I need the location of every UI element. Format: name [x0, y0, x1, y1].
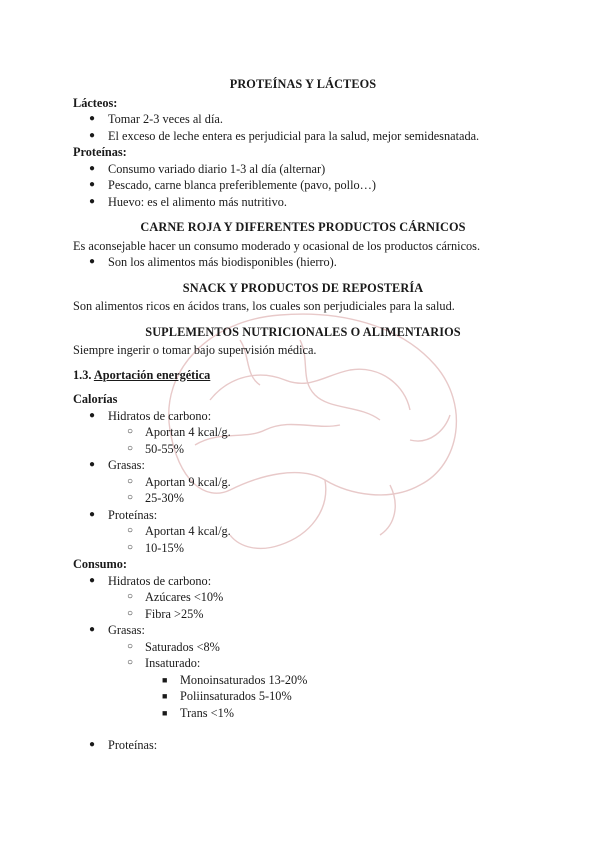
subheading-consumo: Consumo:	[73, 557, 127, 571]
subheading-calorias: Calorías	[73, 392, 118, 406]
section-title: CARNE ROJA Y DIFERENTES PRODUCTOS CÁRNICOS	[140, 220, 466, 234]
section-title: SUPLEMENTOS NUTRICIONALES O ALIMENTARIOS	[145, 324, 461, 339]
list-item: ● Hidratos de carbono:	[89, 408, 212, 423]
list-item: ○ Azúcares <10%	[127, 590, 224, 604]
paragraph: Siempre ingerir o tomar bajo supervisión médica.	[73, 343, 317, 357]
section-title: PROTEÍNAS Y LÁCTEOS	[229, 77, 377, 91]
bullet-icon: ○	[127, 492, 134, 503]
list-item: ○ 50-55%	[127, 441, 184, 456]
list-item: ● Grasas:	[89, 623, 145, 637]
bullet-icon: ■	[162, 691, 168, 701]
list-item: ■ Monoinsaturados 13-20%	[162, 672, 308, 687]
list-item: ○ Aportan 4 kcal/g.	[127, 425, 231, 439]
list-item: ■ Poliinsaturados 5-10%	[162, 689, 292, 703]
bullet-icon: ○	[127, 442, 134, 454]
bullet-icon: ○	[127, 591, 134, 602]
subheading-proteinas: Proteínas:	[73, 145, 127, 159]
list-item: ○ Insaturado:	[127, 656, 201, 670]
bullet-icon: ●	[89, 195, 96, 207]
bullet-icon: ●	[89, 574, 96, 586]
bullet-icon: ●	[89, 256, 96, 267]
list-item: ● Proteínas:	[89, 507, 158, 522]
bullet-icon: ○	[127, 607, 134, 619]
paragraph: Es aconsejable hacer un consumo moderado y ocasional de los productos cárnicos.	[73, 238, 481, 253]
list-item: ● Consumo variado diario 1-3 al día (alternar)	[89, 161, 326, 176]
bullet-icon: ●	[89, 129, 96, 141]
bullet-icon: ○	[127, 657, 134, 668]
list-item: ● Grasas:	[89, 458, 145, 472]
bullet-icon: ■	[162, 707, 168, 718]
bullet-icon: ●	[89, 409, 96, 421]
list-item: ● Son los alimentos más biodisponibles (hierro).	[89, 255, 337, 269]
list-item: ○ 10-15%	[127, 540, 184, 555]
list-item: ● Proteínas:	[89, 738, 158, 752]
bullet-icon: ●	[89, 459, 96, 470]
subheading-lacteos: Lácteos:	[73, 95, 118, 110]
list-item: ○ Aportan 4 kcal/g.	[127, 524, 231, 538]
list-item: ○ Saturados <8%	[127, 639, 220, 654]
bullet-icon: ○	[127, 426, 134, 437]
list-item: ○ 25-30%	[127, 491, 184, 505]
list-item: ○ Aportan 9 kcal/g.	[127, 474, 231, 489]
bullet-icon: ○	[127, 640, 134, 652]
list-item: ● El exceso de leche entera es perjudicial para la salud, mejor semidesnatada.	[89, 128, 480, 143]
list-item: ● Tomar 2-3 veces al día.	[89, 112, 223, 126]
bullet-icon: ●	[89, 508, 96, 520]
section-heading-1-3: 1.3. Aportación energética	[73, 367, 211, 382]
list-item: ○ Fibra >25%	[127, 606, 204, 621]
bullet-icon: ○	[127, 541, 134, 553]
list-item: ● Pescado, carne blanca preferiblemente (pavo, pollo…)	[89, 178, 377, 192]
list-item: ● Huevo: es el alimento más nutritivo.	[89, 194, 287, 209]
document-page	[73, 68, 533, 754]
bullet-icon: ○	[127, 525, 134, 536]
list-item: ■ Trans <1%	[162, 705, 234, 720]
bullet-icon: ●	[89, 624, 96, 635]
section-title: SNACK Y PRODUCTOS DE REPOSTERÍA	[182, 280, 424, 295]
bullet-icon: ●	[89, 113, 96, 124]
bullet-icon: ●	[89, 739, 96, 750]
paragraph: Son alimentos ricos en ácidos trans, los cuales son perjudiciales para la salud.	[73, 299, 455, 313]
bullet-icon: ●	[89, 179, 96, 190]
bullet-icon: ●	[89, 162, 96, 174]
list-item: ● Hidratos de carbono:	[89, 573, 212, 588]
bullet-icon: ○	[127, 475, 134, 487]
bullet-icon: ■	[162, 674, 168, 685]
